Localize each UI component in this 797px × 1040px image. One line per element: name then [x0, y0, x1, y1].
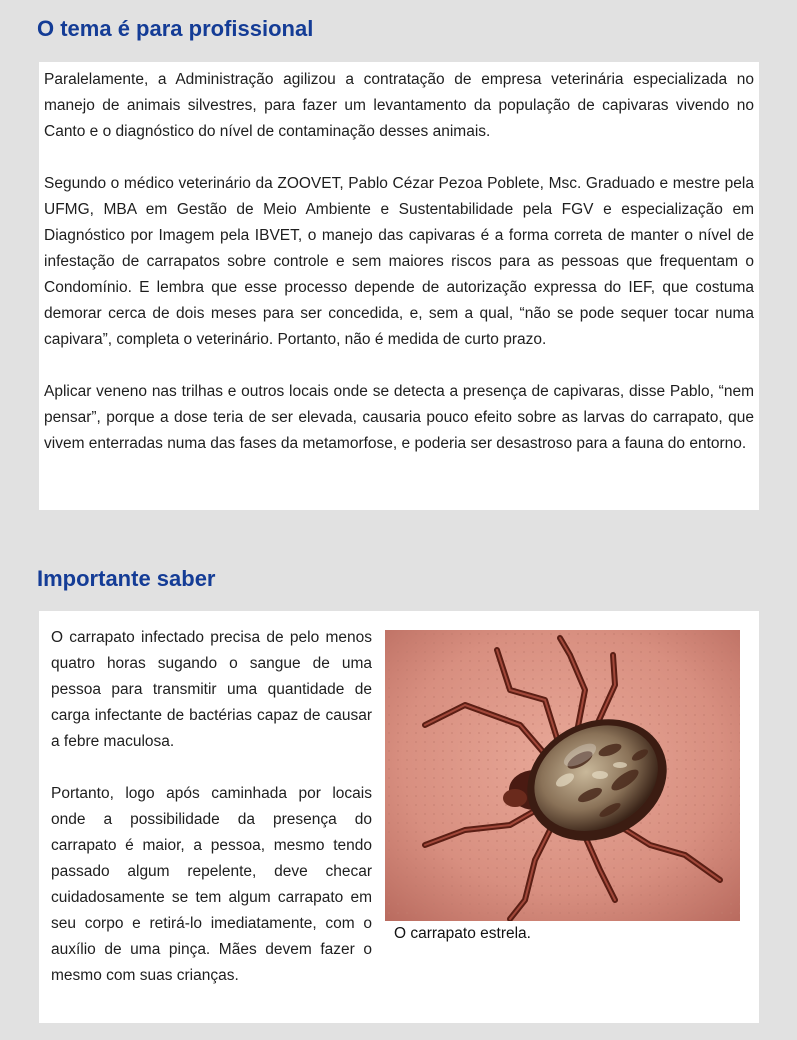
- tick-photo: [385, 630, 740, 921]
- figure-caption: O carrapato estrela.: [394, 925, 531, 942]
- article-card-tema-profissional: [39, 62, 759, 510]
- tick-figure: [385, 630, 740, 947]
- paragraph-carrapato-infectado: O carrapato infectado precisa de pelo menos quatro horas sugando o sangue de uma pessoa para transmitir uma quantidade de carga infectante de bactérias capaz de causar a febre maculosa.: [51, 629, 372, 750]
- section-title-tema-profissional: O tema é para profissional: [37, 16, 314, 41]
- paragraph-apos-caminhada: Portanto, logo após caminhada por locais onde a possibilidade da presença do carrapato é maior, a pessoa, mesmo tendo passado algum repelente, deve checar cuidadosamente se tem algum carrapato em seu corpo e retirá-lo imediatamente, com o auxílio de uma pinça. Mães devem fazer o mesmo com suas crianças.: [51, 785, 372, 984]
- paragraph-veneno: Aplicar veneno nas trilhas e outros locais onde se detecta a presença de capivaras, disse Pablo, “nem pensar”, porque a dose teria de ser elevada, causaria pouco efeito sobre as larvas do carrapato, que vivem enterradas numa das fases da metamorfose, e poderia ser desastroso para a fauna do entorno.: [44, 383, 754, 452]
- section-title-importante-saber: Importante saber: [37, 566, 216, 591]
- article-card-importante-saber: [39, 611, 759, 1023]
- paragraph-administracao: Paralelamente, a Administração agilizou a contratação de empresa veterinária especializada no manejo de animais silvestres, para fazer um levantamento da população de capivaras vivendo no Canto e o diagnóstico do nível de contaminação desses animais.: [44, 71, 754, 140]
- paragraph-veterinario: Segundo o médico veterinário da ZOOVET, Pablo Cézar Pezoa Poblete, Msc. Graduado e mestre pela UFMG, MBA em Gestão de Meio Ambiente e Sustentabilidade pela FGV e especialização em Diagnóstico por Imagem pela IBVET, o manejo das capivaras é a forma correta de manter o nível de infestação de carrapatos sobre controle e sem maiores riscos para as pessoas que frequentam o Condomínio. E lembra que esse processo depende de autorização expressa do IEF, que costuma demorar cerca de dois meses para ser concedida, e, sem a qual, “não se pode sequer tocar numa capivara”, completa o veterinário. Portanto, não é medida de curto prazo.: [44, 175, 754, 348]
